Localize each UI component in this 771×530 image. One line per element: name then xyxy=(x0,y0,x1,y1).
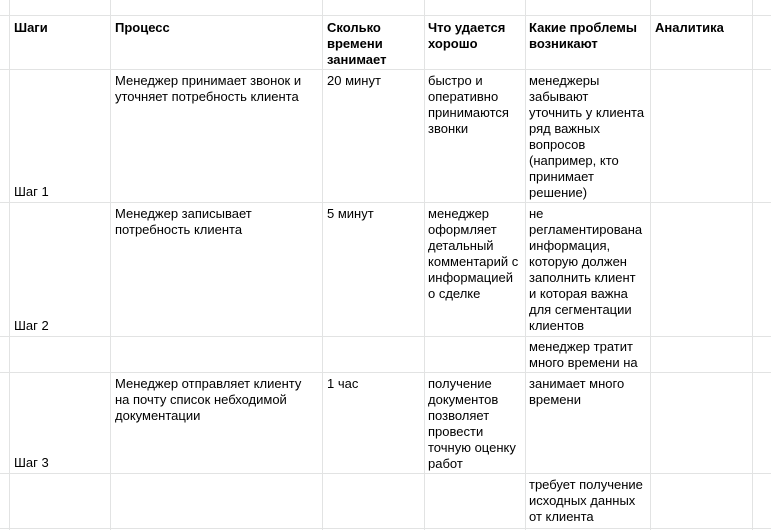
step-2-time[interactable]: 5 минут xyxy=(327,206,374,221)
step-3-good[interactable]: получение документов позволяет провести точную оценку работ xyxy=(428,376,516,471)
header-analytics[interactable]: Аналитика xyxy=(655,20,724,35)
column-divider xyxy=(525,0,526,530)
column-divider xyxy=(9,0,10,530)
step-1-time[interactable]: 20 минут xyxy=(327,73,381,88)
column-divider xyxy=(650,0,651,530)
row-divider xyxy=(0,15,771,16)
header-process[interactable]: Процесс xyxy=(115,20,170,35)
step-2-process[interactable]: Менеджер записывает потребность клиента xyxy=(115,206,252,237)
header-time[interactable]: Сколько времени занимает xyxy=(327,20,387,67)
step-1-label[interactable]: Шаг 1 xyxy=(14,184,49,199)
step-2-problem[interactable]: не регламентирована информация, которую должен заполнить клиент и которая важна для сегментации клиентов xyxy=(529,206,643,333)
header-good[interactable]: Что удается хорошо xyxy=(428,20,506,51)
step-1-good[interactable]: быстро и оперативно принимаются звонки xyxy=(428,73,509,136)
step-2-label[interactable]: Шаг 2 xyxy=(14,318,49,333)
step-2-problem-extra[interactable]: менеджер тратит много времени на xyxy=(529,339,638,370)
header-steps[interactable]: Шаги xyxy=(14,20,48,35)
row-divider xyxy=(0,372,771,373)
row-divider xyxy=(0,202,771,203)
row-divider xyxy=(0,69,771,70)
row-divider xyxy=(0,473,771,474)
step-1-problem[interactable]: менеджеры забывают уточнить у клиента ряд важных вопросов (например, кто принимает решение) xyxy=(529,73,645,200)
column-divider xyxy=(752,0,753,530)
step-3-time[interactable]: 1 час xyxy=(327,376,359,391)
step-1-process[interactable]: Менеджер принимает звонок и уточняет потребность клиента xyxy=(115,73,302,104)
step-2-good[interactable]: менеджер оформляет детальный комментарий с информацией о сделке xyxy=(428,206,519,301)
step-3-problem-extra[interactable]: требует получение исходных данных от клиента xyxy=(529,477,643,524)
step-3-process[interactable]: Менеджер отправляет клиенту на почту список небходимой документации xyxy=(115,376,302,423)
row-divider xyxy=(0,528,771,529)
column-divider xyxy=(110,0,111,530)
column-divider xyxy=(424,0,425,530)
row-divider xyxy=(0,336,771,337)
header-problems[interactable]: Какие проблемы возникают xyxy=(529,20,637,51)
step-3-label[interactable]: Шаг 3 xyxy=(14,455,49,470)
column-divider xyxy=(322,0,323,530)
step-3-problem[interactable]: занимает много времени xyxy=(529,376,625,407)
